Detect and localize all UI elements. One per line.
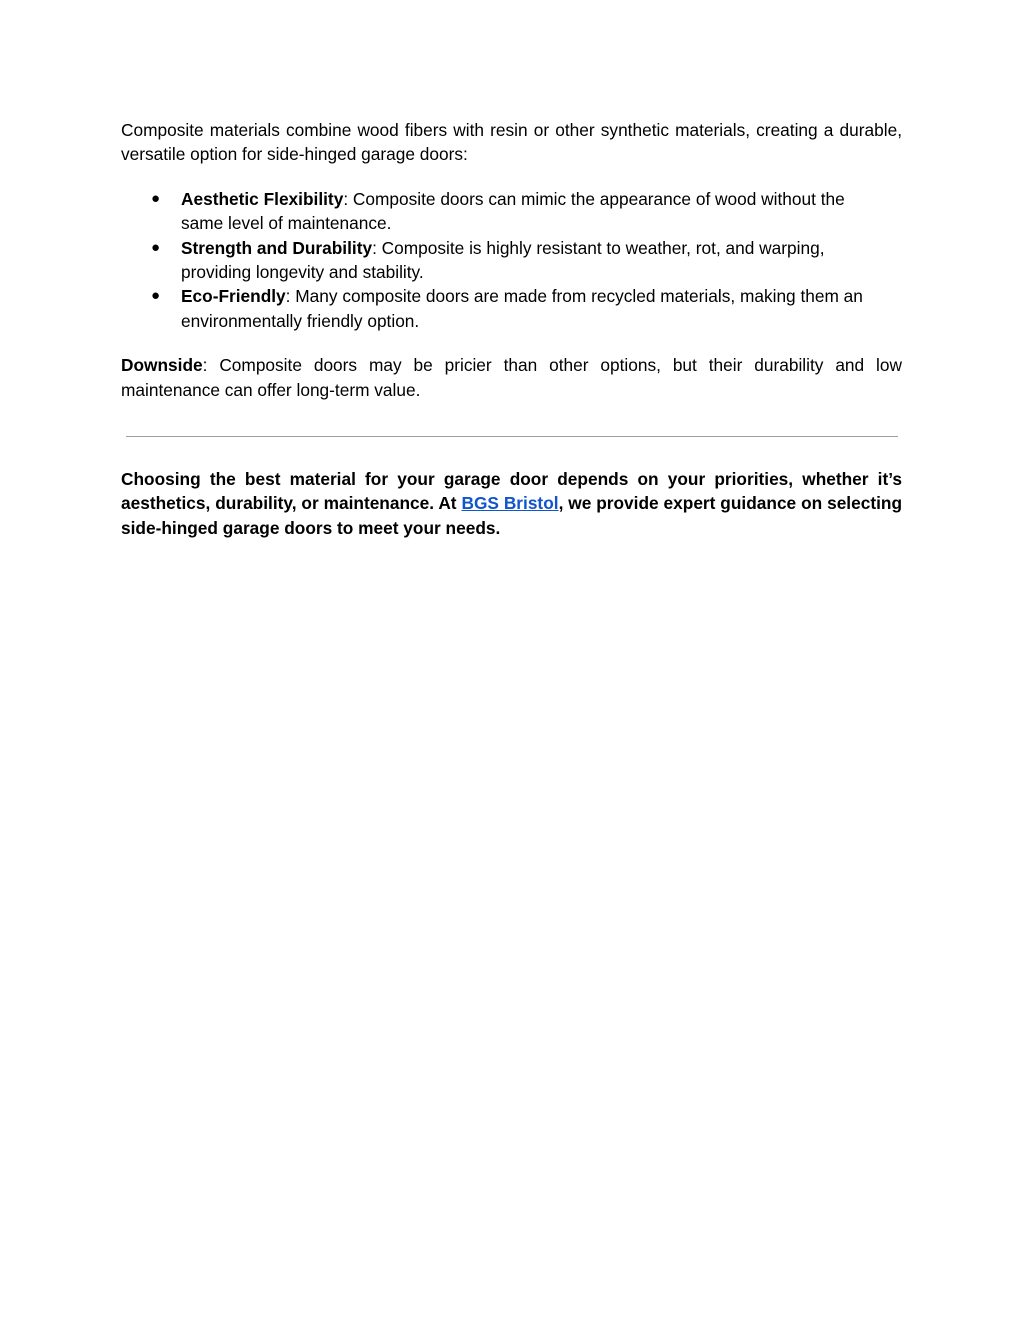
bgs-bristol-link[interactable]: BGS Bristol — [461, 493, 559, 514]
downside-text: : Composite doors may be pricier than other options, but their durability and low maintenance can offer long-term value. — [121, 355, 902, 400]
feature-text: : Composite is highly resistant to weather, rot, and warping, providing longevity and stability. — [181, 237, 825, 283]
feature-text: : Many composite doors are made from recycled materials, making them an environmentally friendly option. — [181, 286, 863, 331]
feature-text: : Composite doors can mimic the appearance of wood without the same level of maintenance. — [181, 188, 845, 234]
list-item — [121, 284, 902, 333]
closing-text-after: , we provide expert guidance on selecting side-hinged garage doors to meet your needs. — [121, 493, 902, 538]
document-page — [121, 118, 902, 540]
feature-title: Strength and Durability — [181, 237, 373, 258]
feature-list — [121, 187, 902, 333]
bullet-icon: ● — [151, 287, 161, 305]
list-item — [121, 236, 902, 285]
list-item — [121, 187, 902, 236]
section-divider — [126, 436, 898, 437]
bullet-icon: ● — [151, 238, 161, 256]
feature-title: Aesthetic Flexibility — [181, 188, 344, 209]
closing-text-before: Choosing the best material for your garage door depends on your priorities, whether it’s aesthetics, durability, or maintenance. At — [121, 469, 902, 514]
intro-paragraph: Composite materials combine wood fibers with resin or other synthetic materials, creating a durable, versatile option for side-hinged garage doors: — [121, 120, 902, 165]
bullet-icon: ● — [151, 189, 161, 207]
feature-title: Eco-Friendly — [181, 286, 286, 307]
closing-paragraph — [121, 467, 902, 540]
downside-label: Downside — [121, 355, 203, 376]
downside-paragraph — [121, 353, 902, 402]
